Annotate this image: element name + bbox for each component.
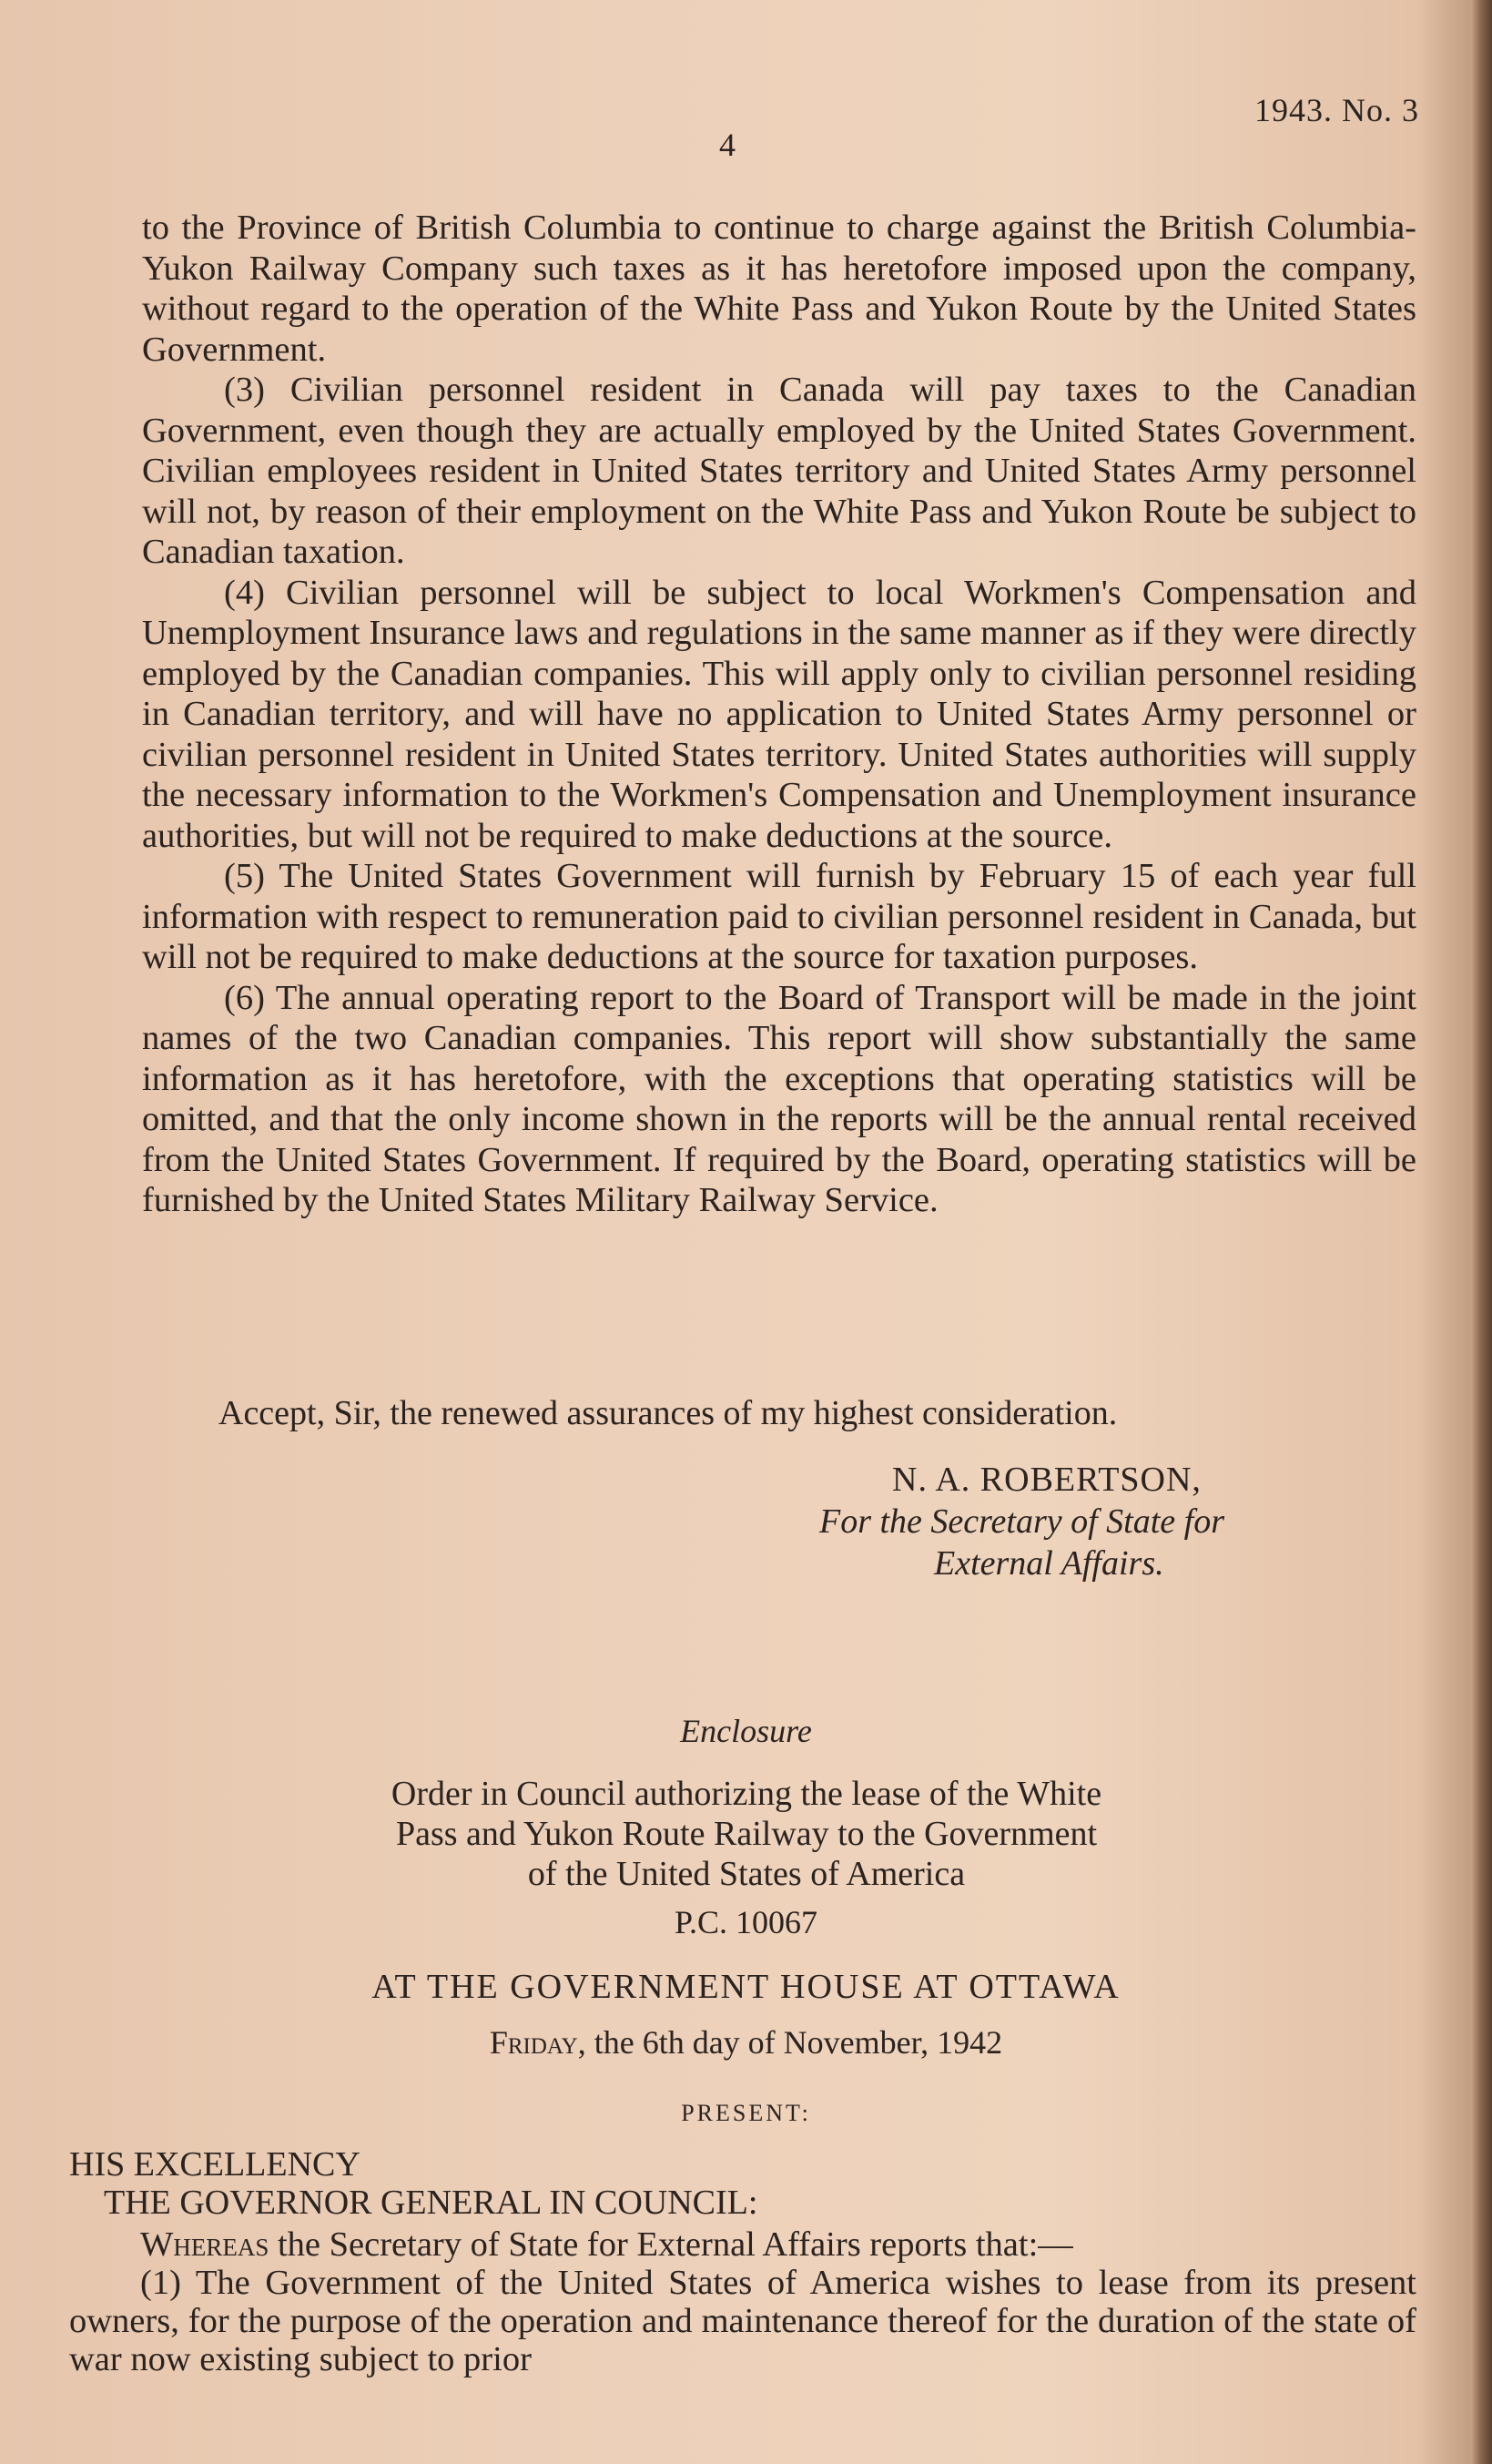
pc-number: P.C. 10067	[674, 1904, 818, 1940]
letter-body	[142, 208, 1416, 1221]
order-title-line1: Order in Council authorizing the lease of the White	[391, 1775, 1102, 1813]
paragraph-5: (5) The United States Government will furnish by February 15 of each year full information with respect to remuneration paid to civilian personnel resident in Canada, but will not be required to make deductions at the source for taxation purposes.	[142, 857, 1416, 976]
paragraph-3: (3) Civilian personnel resident in Canada will pay taxes to the Canadian Government, even though they are actually employed by the United States Government. Civilian employees resident in United States territory and United States Army personnel will not, by reason of their employment on the White Pass and Yukon Route be subject to Canadian taxation.	[142, 371, 1416, 571]
whereas-line	[69, 2225, 1416, 2264]
his-excellency-line2: THE GOVERNOR GENERAL IN COUNCIL:	[104, 2184, 758, 2222]
order-title-line2: Pass and Yukon Route Railway to the Government	[395, 1815, 1098, 1853]
signatory-title-line1: For the Secretary of State for	[819, 1502, 1224, 1541]
date-line	[0, 2023, 1492, 2062]
signatory-title-line2: External Affairs.	[934, 1544, 1164, 1583]
page-number: 4	[719, 127, 736, 163]
paragraph-6: (6) The annual operating report to the Board of Transport will be made in the joint names of the two Canadian companies. This report will show substantially the same information as it has heretofore, with the exceptions that operating statistics will be omitted, and that the only income shown in the reports will be the annual rental received from the United States Government. If required by the Board, operating statistics will be furnished by the United States Military Railway Service.	[142, 978, 1416, 1219]
order-title-line3: of the United States of America	[527, 1855, 966, 1893]
present-label: PRESENT:	[681, 2100, 811, 2126]
date-rest: , the 6th day of November, 1942	[577, 2024, 1003, 2061]
whereas-word: Whereas	[140, 2225, 269, 2264]
whereas-block	[69, 2225, 1416, 2378]
his-excellency-line1: HIS EXCELLENCY	[69, 2145, 360, 2184]
date-day: Friday	[489, 2024, 578, 2061]
his-excellency-block	[69, 2145, 757, 2222]
order-title	[273, 1774, 1220, 1894]
signatory-name: N. A. ROBERTSON,	[892, 1461, 1202, 1499]
closing-line: Accept, Sir, the renewed assurances of my highest consideration.	[218, 1394, 1118, 1432]
page-edge-shadow	[1470, 0, 1492, 2464]
enclosure-heading: Enclosure	[680, 1713, 812, 1749]
signature-block	[819, 1459, 1365, 1584]
location-heading: AT THE GOVERNMENT HOUSE AT OTTAWA	[371, 1968, 1121, 2006]
paragraph-4: (4) Civilian personnel will be subject to local Workmen's Compensation and Unemployment Insurance laws and regulations in the same manner as if they were directly employed by the Canadian companies. This will apply only to civilian personnel residing in Canadian territory, and will have no application to United States Army personnel or civilian personnel resident in United States territory. United States authorities will supply the necessary information to the Workmen's Compensation and Unemployment insurance authorities, but will not be required to make deductions at the source.	[142, 573, 1416, 855]
paragraph-continuation: to the Province of British Columbia to continue to charge against the British Columbia-Yukon Railway Company such taxes as it has heretofore imposed upon the company, without regard to the operation of the White Pass and Yukon Route by the United States Government.	[142, 209, 1416, 369]
item-1: (1) The Government of the United States of America wishes to lease from its present owners, for the purpose of the operation and maintenance thereof for the duration of the state of war now existing subject to prior	[69, 2264, 1416, 2378]
whereas-rest: the Secretary of State for External Affairs reports that:—	[269, 2225, 1073, 2264]
issue-number: 1943. No. 3	[1254, 92, 1419, 128]
